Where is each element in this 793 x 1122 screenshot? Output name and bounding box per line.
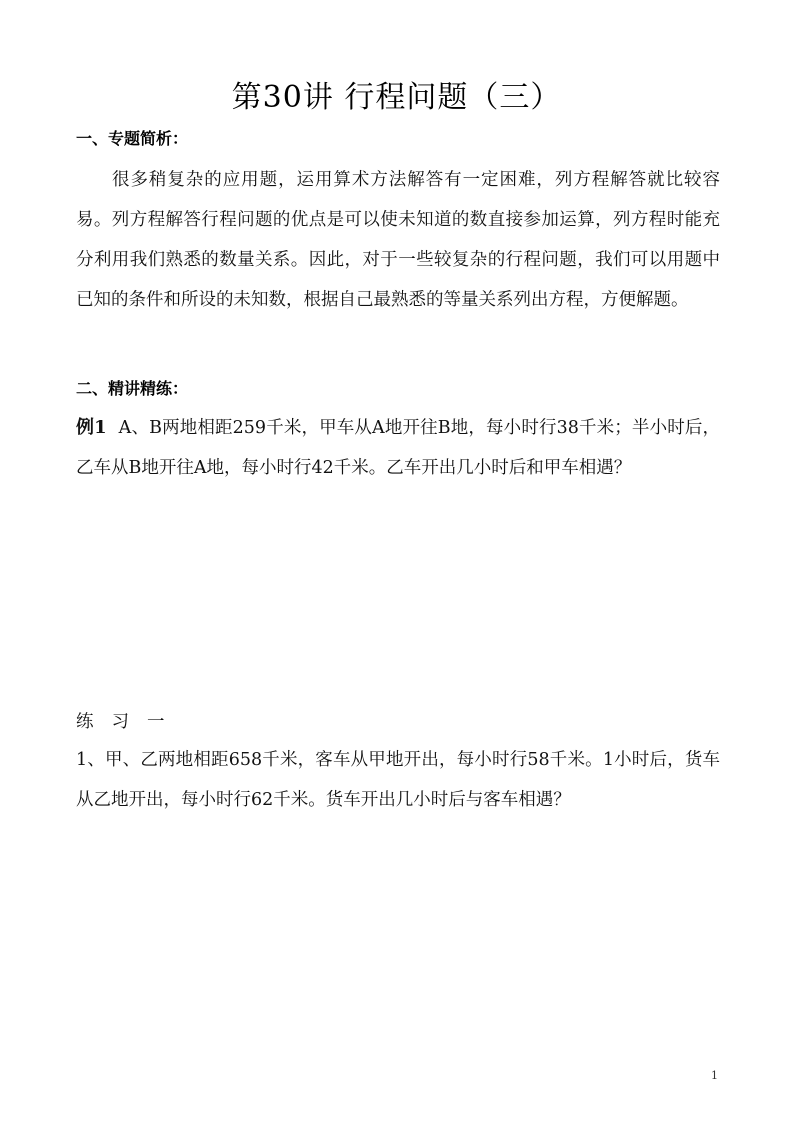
section-heading-practice: 二、精讲精练： (76, 379, 189, 398)
page-title: 第30讲 行程问题（三） (231, 80, 562, 115)
practice-heading: 练习一 (76, 712, 183, 732)
example-text: A、B两地相距259千米，甲车从A地开往B地，每小时行38千米；半小时后，乙车从B地开往A地，每小时行42千米。乙车开出几小时后和甲车相遇？ (76, 418, 720, 478)
page-number: 1 (711, 1069, 718, 1082)
analysis-paragraph: 很多稍复杂的应用题，运用算术方法解答有一定困难，列方程解答就比较容易。列方程解答行程问题的优点是可以使未知道的数直接参加运算，列方程时能充分利用我们熟悉的数量关系。因此，对于一些较复杂的行程问题，我们可以用题中已知的条件和所设的未知数，根据自己最熟悉的等量关系列出方程，方便解题。 (76, 170, 720, 310)
practice-question-1: 1、甲、乙两地相距658千米，客车从甲地开出，每小时行58千米。1小时后，货车从乙地开出，每小时行62千米。货车开出几小时后与客车相遇？ (76, 750, 720, 810)
example-1 (76, 408, 720, 488)
section-heading-analysis: 一、专题简析： (76, 129, 189, 148)
example-label: 例1 (76, 417, 107, 438)
